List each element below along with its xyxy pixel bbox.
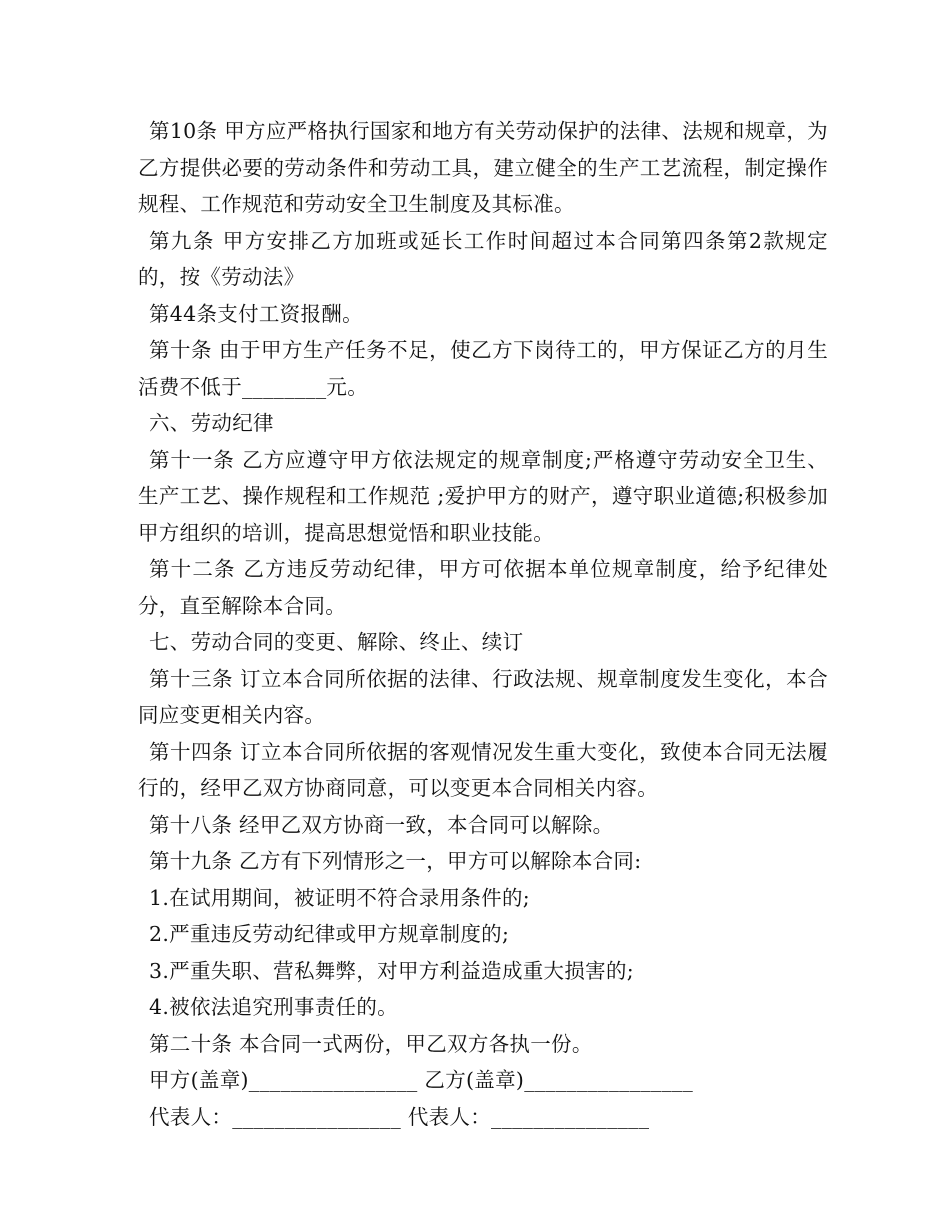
clause-9: 第九条 甲方安排乙方加班或延长工作时间超过本合同第四条第2款规定的，按《劳动法》 (138, 228, 828, 289)
document-page (138, 113, 828, 1135)
clause-19: 第十九条 乙方有下列情形之一，甲方可以解除本合同: (149, 849, 642, 873)
list-item-2: 2.严重违反劳动纪律或甲方规章制度的; (149, 922, 510, 946)
list-item-1: 1.在试用期间，被证明不符合录用条件的; (149, 885, 530, 910)
clause-12: 第十二条 乙方违反劳动纪律，甲方可依据本单位规章制度，给予纪律处分，直至解除本合同。 (138, 557, 828, 618)
clause-10: 第10条 甲方应严格执行国家和地方有关劳动保护的法律、法规和规章，为乙方提供必要的劳动条件和劳动工具，建立健全的生产工艺流程，制定操作规程、工作规范和劳动安全卫生制度及其标准。 (138, 119, 828, 216)
clause-44-wage-payment: 第44条支付工资报酬。 (149, 301, 363, 326)
section-heading-labor-discipline: 六、劳动纪律 (149, 411, 274, 435)
clause-ten: 第十条 由于甲方生产任务不足，使乙方下岗待工的，甲方保证乙方的月生活费不低于________元。 (138, 338, 828, 399)
signature-representative-line: 代表人：________________ 代表人：_______________ (149, 1104, 650, 1129)
list-item-3: 3.严重失职、营私舞弊，对甲方利益造成重大损害的; (149, 958, 634, 983)
clause-11: 第十一条 乙方应遵守甲方依法规定的规章制度;严格遵守劳动安全卫生、生产工艺、操作规程和工作规范 ;爱护甲方的财产，遵守职业道德;积极参加甲方组织的培训，提高思想觉悟和职业技能。 (138, 447, 828, 545)
clause-18: 第十八条 经甲乙双方协商一致，本合同可以解除。 (149, 812, 614, 837)
list-item-4: 4.被依法追究刑事责任的。 (149, 995, 398, 1019)
signature-seal-line: 甲方(盖章)________________ 乙方(盖章)________________ (149, 1068, 694, 1092)
clause-13: 第十三条 订立本合同所依据的法律、行政法规、规章制度发生变化，本合同应变更相关内容。 (138, 666, 828, 727)
clause-20: 第二十条 本合同一式两份，甲乙双方各执一份。 (149, 1031, 593, 1056)
section-heading-contract-changes: 七、劳动合同的变更、解除、终止、续订 (149, 630, 524, 654)
clause-14: 第十四条 订立本合同所依据的客观情况发生重大变化，致使本合同无法履行的，经甲乙双方协商同意，可以变更本合同相关内容。 (138, 739, 828, 800)
